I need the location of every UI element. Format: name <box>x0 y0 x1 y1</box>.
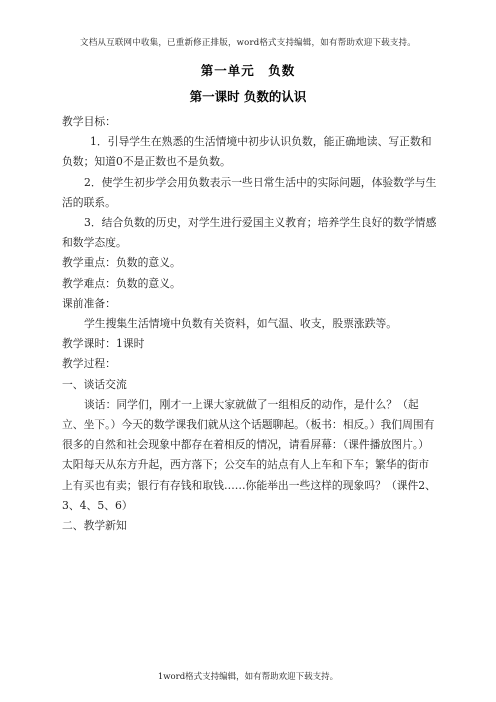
footer-note: 1word格式支持编辑，如有帮助欢迎下载支持。 <box>157 672 339 682</box>
process-heading: 教学过程： <box>62 357 116 371</box>
section-heading-2: 二、教学新知 <box>62 519 127 533</box>
objective-item-2: 2．使学生初步学会用负数表示一些日常生活中的实际问题，体验数学与生活的联系。 <box>62 175 437 209</box>
header-note: 文档从互联网中收集，已重新修正排版，word格式支持编辑，如有帮助欢迎下载支持。 <box>80 38 416 48</box>
objective-item-3: 3．结合负数的历史，对学生进行爱国主义教育；培养学生良好的数学情感和数学态度。 <box>62 216 437 250</box>
unit-title: 第一单元 负数 <box>200 63 296 78</box>
document-body <box>62 112 438 536</box>
difficult-point: 教学难点：负数的意义。 <box>62 276 181 290</box>
preparation-text: 学生搜集生活情境中负数有关资料，如气温、收支，股票涨跌等。 <box>84 317 398 331</box>
preparation-heading: 课前准备： <box>62 296 116 310</box>
objective-item-1: 1．引导学生在熟悉的生活情境中初步认识负数，能正确地读、写正数和负数；知道0不是正数也不是负数。 <box>62 135 432 169</box>
lesson-hours: 教学课时：1课时 <box>62 337 145 351</box>
dialogue-paragraph: 谈话：同学们，刚才一上课大家就做了一组相反的动作，是什么？（起立、坐下。）今天的数学课我们就从这个话题聊起。（板书：相反。）我们周围有很多的自然和社会现象中都存在着相反的情况，请看屏幕：（课件播放图片。）太阳每天从东方升起，西方落下；公交车的站点有人上车和下车；繁华的街市上有买也有卖；银行有存钱和取钱……你能举出一些这样的现象吗？（课件2、3、4、5、6） <box>62 397 436 512</box>
key-point: 教学重点：负数的意义。 <box>62 256 181 270</box>
lesson-title: 第一课时 负数的认识 <box>189 89 307 104</box>
objectives-heading: 教学目标： <box>62 115 116 128</box>
section-heading-1: 一、谈话交流 <box>62 377 127 391</box>
